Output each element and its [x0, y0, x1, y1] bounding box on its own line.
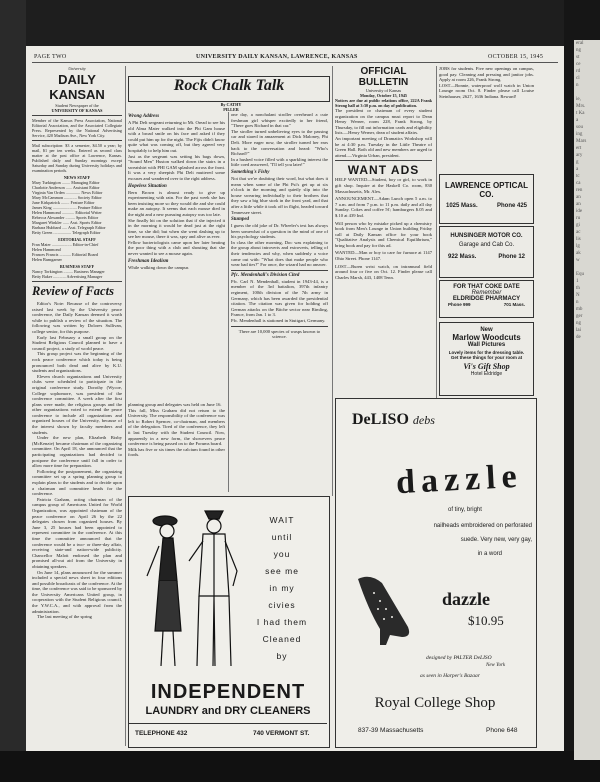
fragment-line: ary	[576, 153, 583, 158]
deliso-tag-4: in a word	[477, 551, 502, 557]
staff-line: Charlotte Anderson ...... Assistant Editor	[32, 185, 100, 190]
stumped-text-2: In class the other morning, Doc was explaining to the group about introverts and extroverts, telling of their tendencies and why, when suddenly a voice came out with: "What does that make people who wear bad ties?" For once, the wizard had no answer.	[231, 239, 328, 268]
page-label: PAGE TWO	[34, 54, 67, 60]
fragment-line: cl	[576, 76, 580, 81]
cleaned-line: by	[276, 651, 288, 661]
fishy-head: Something's Fishy	[231, 169, 270, 175]
want-ad-item: LOST—Buren wrist watch, on intramural field around four or five on Oct. 12. Finder please call Charles Marsh, 443, 1408 Tenn.	[335, 263, 432, 280]
independent-name: INDEPENDENT	[150, 681, 306, 703]
fragment-line: Mars	[576, 139, 587, 144]
review-body	[32, 301, 122, 620]
deliso-debs: debs	[412, 413, 435, 427]
cleaned-line: Cleaned	[262, 634, 302, 644]
fragment-line: th	[576, 286, 580, 291]
pfc-text: Pfc. Carl N. Mendenhall, student in 1943-44, is a member of the 3rd battalion, 397th infantry regiment, 100th division of the 7th army in Germany, which has been awarded the presidential citation. The citation was given for holding off German attacks on the Bitche sector near Rimling, France, from Jan. 1 to 3.	[231, 278, 328, 318]
pfc-head: Pfc. Mendenhall's Division Cited	[231, 272, 300, 278]
staff-line: Nancy Torkington ......... Business Manager	[32, 269, 105, 274]
eldridge-line-1: FOR THAT COKE DATE	[453, 284, 520, 290]
deliso-tag-2: nailheads embroidered on perforated	[433, 523, 532, 529]
wait-lines	[237, 515, 327, 610]
editorial-staff-list	[32, 242, 122, 262]
staff-line: Rebecca Alexander ......... Sports Editor	[32, 215, 99, 220]
vis-gift-shop: Vi's Gift Shop	[463, 362, 510, 371]
planning-group-text: planning group and delegates was held on June 16.	[128, 402, 222, 407]
fragment-line: 1	[576, 279, 579, 284]
review-paragraph: Patricia Graham, acting chairman of the campus group of Americans United for World Organization, was appointed chairman of the peace conference on April 26 by the 22 delegates chosen from organized houses. By June 3, 25 houses had been appointed to represent committee in the conference. At this time the committee announced that the conference would be a two- or three-day affair, receiving state-and nation-wide publicity. Chancellor Malott endorsed the plan and promised all-out aid from the University in obtaining speakers.	[32, 496, 122, 569]
eldridge-name: ELDRIDGE PHARMACY	[452, 296, 521, 302]
news-staff-title: NEWS STAFF	[63, 175, 91, 180]
wait-line: until	[271, 532, 293, 542]
fragment-line: an	[576, 195, 581, 200]
masthead-mail-text: Mail subscription: $3 a semester, $4.50 a year; by mail, $1 per ten weeks. Entered as second class matter at the post office at Lawrence, Kansas. Published daily and Sunday mornings except Saturday and Sunday during University holidays and examination periods.	[32, 143, 122, 173]
paper-name-line: UNIVERSITY DAILY KANSAN, LAWRENCE, KANSAS	[196, 54, 358, 60]
fragment-line: g	[576, 160, 579, 165]
fragment-line: ng	[576, 48, 581, 53]
masthead-subtitle-2: UNIVERSITY OF KANSAS	[51, 108, 103, 113]
hunsinger-address: 922 Mass.	[448, 254, 477, 260]
staff-line: Barbara Hubbard ..... Asst. Telegraph Editor	[32, 225, 106, 230]
review-paragraph: Editor's Note: Because of the controversy raised last week by the University peace conference, the Daily Kansan deemed it worth while to publish a review of the situation. The following was written by Dolores Sullivan, college senior, for this purpose.	[32, 301, 122, 334]
header-rule	[32, 62, 558, 63]
staff-line: Helen Hammond	[32, 247, 61, 252]
hopeless-text-3: Fellow bacteriologists came upon her later beating the poor thing with a club and shouting that she never wanted to see a mouse again.	[128, 239, 225, 257]
want-ad-item: Will person who by mistake picked up a chemistry book from Men's Lounge in Union building Friday call at Daily Kansan office for your book "Qualitative Analysis and Chemical Equilibrium," bring book and pay for this ad.	[335, 220, 432, 248]
stroller-text: one day, a nonchalant stroller overheard a cute freshman girl whisper excitedly to her friend, "There goes Richard in that car."	[231, 112, 328, 129]
stroller-text-3: In a hushed voice filled with a sparkling interest the little coed answered, "I'll tell you later!"	[231, 156, 328, 168]
column-3	[231, 112, 328, 492]
fragment-line: Equ	[576, 272, 585, 277]
marlow-new: New	[480, 327, 493, 333]
fragment-line: a	[576, 167, 579, 172]
fragment-line	[574, 89, 600, 96]
staff-line: Mary McCammon ............ Society Editor	[32, 195, 102, 200]
royal-address: 837-39 Massachusetts	[358, 727, 424, 734]
fragment-line: ca	[576, 181, 581, 186]
review-paragraph: Under the new plan, Elizabeth Bixby (McKenzie) became chairman of the organizing committee. On April 18, she announced that the participating organizations had decided to postpone the conference until fall in order to allow more time for preparation.	[32, 435, 122, 469]
eldridge-address: 701 Mass.	[503, 302, 525, 307]
masthead-title: DAILY KANSAN	[49, 72, 105, 102]
fragment-line: w	[576, 258, 580, 263]
scan-bottom-border	[0, 751, 600, 782]
fragment-line: a	[576, 118, 579, 123]
marlow-wall: Wall Pictures	[467, 342, 506, 348]
fragment-line: de	[576, 335, 581, 340]
scan-top-border	[0, 0, 600, 46]
wrong-address-text-2: Just as the sergeant was setting his bags down, "Sound Men" Huston walked down the stairs in a sweatshirt with PHI GAM splashed across the front. It was a very sheepish Phi Delt muttered some excuses and wandered over to the right address.	[128, 153, 225, 181]
wrong-address-head: Wrong Address	[128, 114, 160, 119]
stumped-head: Stumped	[231, 217, 250, 223]
independent-address: 740 VERMONT ST.	[253, 730, 310, 737]
optical-address: 1025 Mass.	[446, 203, 478, 209]
fragment-line: lg	[576, 244, 580, 249]
bulletin-title: OFFICIAL BULLETIN	[358, 66, 409, 88]
optical-co: CO.	[479, 190, 494, 199]
royal-phone: Phone 648	[486, 727, 518, 734]
hunsinger-ad	[439, 226, 534, 278]
bulletin-text-1: The president or chairman of every student organization on the campus must report to Dean Henry Werner, room 228, Frank Strong, by Thursday, to fill out information cards and eligibility lists.—Henry Werner, dean of student affairs.	[335, 108, 432, 136]
date-line: OCTOBER 15, 1945	[488, 54, 544, 60]
freshman-text: While walking down the campus	[128, 264, 189, 270]
byline-2: PILLER	[223, 107, 239, 112]
stroller-text-2: The stroller turned unbelieving eyes to the passing car and stared in amazement at Dick Maloney, Phi Delt. More eager now, the stroller turned her ears back to the conversation and heard: "Who's Richard?"	[231, 128, 328, 157]
royal-college-shop: Royal College Shop	[374, 695, 496, 711]
news-staff-list	[32, 180, 122, 235]
fragment-line: ing	[576, 132, 583, 137]
review-paragraph: Eleven church organizations and University clubs were scheduled to participate in the original conference study. Dorothy (Wycoe, College sophomore, was president of the conference committee. A week after the first plans were made, the religious groups and the other organizations voted to extend the peace conference to include all organizations and organized houses of the University, because of the interest shown by faculty members and students.	[32, 373, 122, 435]
fragment-line: ce	[576, 62, 581, 67]
fragment-line: tc	[576, 174, 580, 179]
column-2	[128, 112, 225, 402]
wait-line: see me	[265, 566, 299, 576]
cleaned-lines	[237, 617, 327, 661]
bulletin-text-2: An important meeting of Dramatics Workshop will be at 4:30 p.m. Tuesday in the Little Theatre of Green Hall. Both old and new members are urged to attend.—Virginia Urban, president.	[335, 135, 432, 158]
cleaned-line: I had them	[256, 617, 308, 627]
deliso-brand: DeLISO	[352, 411, 409, 428]
dazzle-small: dazzle	[442, 589, 490, 609]
staff-line: Margaret Winkler ...... Asst. Sports Editor	[32, 220, 102, 225]
adjacent-page-fragment	[574, 40, 600, 760]
optical-name: LAWRENCE OPTICAL	[444, 181, 529, 190]
jobs-ad: JOBS for students. Five new openings on campus, good pay. Cleaning and pressing and janitor jobs. Apply at room 226, Frank Strong.	[439, 66, 534, 83]
stumped-text: I guess the old joke of Dr. Wheeler's test has always been somewhat of a question in the mind of one of his psychology students.	[231, 223, 328, 240]
fishy-text: Not that we're doubting their word, but what does it mean when some of the Phi Psi's get up at six o'clock in the morning and quietly slip into the house swearing individually to their brothers that they saw a big blue stork in the front yard, and that after a little while it took off in flight, headed toward Tennessee street.	[231, 175, 328, 215]
wait-line: WAIT	[269, 515, 295, 525]
wrong-address-text: A Phi Delt sergeant returning to Mt. Oread to see his old Alma Mater walked into the Phi Gam house with a broad smile on his face and asked if they could put him up for the night. The Fijis didn't know quite what was coming off, but they agreed very hospitably to help him out.	[128, 120, 225, 153]
pfc-text-2: Pfc. Mendenhall is stationed in Stuttgart, Germany.	[231, 318, 326, 323]
fragment-line: st	[576, 55, 580, 60]
wait-line: you	[273, 549, 291, 559]
deliso-tag-1: of tiny, bright	[448, 507, 482, 513]
fragment-line: N	[576, 293, 580, 298]
column-1	[32, 66, 122, 746]
freshman-head: Freshman Idealism	[128, 258, 169, 264]
deliso-tag-3: suede. Very new, very gay,	[460, 537, 532, 543]
fragment-line: lis	[576, 237, 581, 242]
fragment-line: eral	[576, 41, 584, 46]
bulletin-notice: Notices are due at public relations office, 222A Frank Strong hall at 3:30 p.m. on day of publication.	[335, 98, 432, 108]
staff-line: Virginia Van Orden .............. News Editor	[32, 190, 103, 195]
fragment-line: Mrs.	[576, 104, 586, 109]
review-title: Review of Facts	[32, 284, 114, 298]
fragment-line: ide	[576, 209, 583, 214]
review-paragraph: Following the postponement, the organizing committee set up a spring planning group to explain plans to the students and to decide upon a chairman and committee heads for the conference.	[32, 468, 122, 497]
dazzle-word: dazzle	[395, 457, 524, 502]
hunsinger-name: HUNSINGER MOTOR CO.	[450, 233, 523, 239]
editorial-staff-title: EDITORIAL STAFF	[58, 237, 96, 242]
staff-line: Fran Maier ................... Editor-in-Chief	[32, 242, 99, 247]
staff-line: June Kirkpatrick ........ Feature Editor	[32, 200, 95, 205]
deliso-seen: as seen in Harper's Bazaar	[420, 673, 480, 679]
lost-ad: LOST—Bonnie, waterproof wolf watch in Union Lounge room Oct. 8. Finder please call Louise Steinhauser, 2627, 1636 Indiana. Reward!	[439, 82, 534, 99]
staff-line: Frances Francis ........... Editorial Board	[32, 252, 98, 257]
hunsinger-sub: Garage and Cab Co.	[458, 242, 515, 248]
marlow-name: Marlow Woodcuts	[452, 333, 521, 342]
marlow-woodcuts-ad	[439, 322, 534, 396]
review-paragraph: Early last February a small group on the Student Religious Council planned to have a council project, a study of world peace.	[32, 334, 122, 351]
deliso-designer-2: New York	[486, 663, 506, 668]
review-paragraph: The last meeting of the spring	[37, 614, 92, 620]
masthead-overline: University	[68, 66, 86, 71]
milk-text: Milk has five or six times the calcium found in other foods.	[128, 446, 225, 458]
rock-chalk-talk-banner	[128, 76, 330, 102]
fragment-line: gi	[576, 223, 580, 228]
business-staff-list	[32, 269, 122, 279]
deliso-designer: designed by PALTER DeLISO	[426, 655, 492, 661]
fragment-line: ren	[576, 188, 583, 193]
fragment-line: ie,	[576, 97, 581, 102]
fragment-line: ru	[576, 216, 581, 221]
want-ad-item: HELP WANTED—Student, boy or girl, to work in gift shop. Inquire at the Haskell Co. room, 830 Massachusetts, Mr. Alex.	[335, 177, 432, 194]
hopeless-text-2: She finally hit on the solution that if she injected it in the morning it would be dead just at the right time, so she did; but when she went dashing up to see her mouse, there it was, spry and alive as ever.	[128, 217, 225, 240]
wait-line: civies	[268, 600, 296, 610]
marlow-desc: Lovely items for the dressing table.	[448, 350, 525, 355]
bulletin-sub-2: Monday, October 15, 1945	[359, 93, 408, 98]
want-ad-item: WANTED—Man or boy to care for furnace at 1147 Ohio Street. Phone 1147.	[335, 250, 432, 262]
fragment-line: sou	[576, 125, 583, 130]
wait-line: in my	[269, 583, 295, 593]
fragment-line: rd	[576, 69, 581, 74]
marlow-desc-2: Get these things for your room at	[450, 355, 523, 360]
business-staff-title: BUSINESS STAFF	[59, 264, 95, 269]
staff-line: Mary Turkington ........ Managing Editor	[32, 180, 100, 185]
fragment-line: n	[576, 83, 579, 88]
couple-illustration	[133, 501, 243, 676]
fragment-line: ng	[576, 321, 581, 326]
fragment-line: lai	[576, 328, 581, 333]
rock-chalk-talk-title: Rock Chalk Talk	[173, 77, 285, 94]
bulletin-sub-1: University of Kansas	[365, 88, 402, 93]
independent-phone: TELEPHONE 432	[135, 730, 188, 737]
deliso-debs-ad	[335, 398, 537, 748]
laundry-sub: LAUNDRY and DRY CLEANERS	[145, 705, 311, 717]
fragment-line: mb	[576, 307, 583, 312]
fragment-line: ger	[576, 314, 583, 319]
fragment-line: t Ka	[576, 111, 585, 116]
masthead-subtitle-1: Student Newspaper of the	[55, 103, 99, 108]
want-ad-item: ANNOUNCEMENT—Adam Lunch open 5 a.m. to 7 a.m. and from 7 p.m. to 11 p.m. daily and all day Sunday. Cokes and coffee 5¢; hamburgers $.05 and $.10 at 439 Ind.	[335, 196, 432, 218]
hopeless-head: Hopeless Situation	[128, 183, 167, 189]
review-paragraph: This group project was the beginning of the rock peace conference which today is being pronounced both dead and alive by K.U. students and organizations.	[32, 351, 122, 374]
fragment-line: ac	[576, 230, 581, 235]
scan-left-border	[0, 0, 26, 782]
eldridge-pharmacy-ad	[439, 280, 534, 318]
column-2-bottom	[128, 402, 225, 492]
review-paragraph: On June 14, plans announced for the summer included a special news sheet in four editions and possible broadcasts of the conference. At the time, the conference was said to be sponsored by the University Americans United group, in cooperation with the Student Religious council, the Y.W.C.A., and with approval from the administration.	[32, 569, 122, 614]
deliso-price: $10.95	[468, 613, 504, 628]
lawrence-optical-ad	[439, 174, 534, 224]
staff-line: Helen Bumgarner	[32, 257, 62, 262]
staff-line: Helen Hammond ............ Editorial Writer	[32, 210, 102, 215]
fragment-line: n	[576, 300, 579, 305]
want-ads-title: WANT ADS	[347, 163, 420, 178]
fragment-line: ert	[576, 146, 582, 151]
staff-line: James King ....................... Feature Editor	[32, 205, 102, 210]
masthead-member-text: Member of the Kansas Press Association, National Editorial Association, and the Associated Collegiate Press. Represented by the National Advertising Service, 420 Madison Ave., New York City.	[32, 118, 122, 138]
newspaper-page	[26, 46, 564, 751]
eldridge-line-2: Remember	[471, 290, 502, 296]
fragment-line	[574, 264, 600, 271]
want-ads-list	[335, 177, 432, 280]
fragment-line: ak	[576, 251, 581, 256]
hopeless-text: Bern Brown is almost ready to give up experimenting with rain. For the past week she has been insisting more so they would die and she could make an autopsy. It seems that each mouse died in the night and a new pursuing autopsy was too late.	[128, 189, 225, 217]
staff-line: Betty Baker ............ Advertising Manager	[32, 274, 103, 279]
fragment-line: an	[576, 202, 581, 207]
shoe-illustration	[350, 569, 420, 649]
staff-line: Betty Green ................. Telegraph Editor	[32, 230, 101, 235]
hotel-eldridge: Hotel Eldridge	[470, 371, 503, 377]
independent-laundry-ad	[128, 496, 330, 748]
optical-phone: Phone 425	[496, 203, 527, 209]
graham-text: This fall, Miss Graham did not return to the University. The responsibility of the conference was left to Robert Spencer, co-chairman, and members of the delegation. Tired of the conference, they left it last Tuesday with the Student Council. Now, apparently in a new form, the showevers peace conference is being passed on to the Forums board.	[128, 407, 225, 447]
hunsinger-phone: Phone 12	[498, 254, 525, 260]
wasps-text: There are 10,000 species of wasps known to science.	[238, 328, 321, 340]
eldridge-phone: Phone 999	[448, 302, 471, 307]
byline-1: By CATHY	[220, 102, 242, 107]
